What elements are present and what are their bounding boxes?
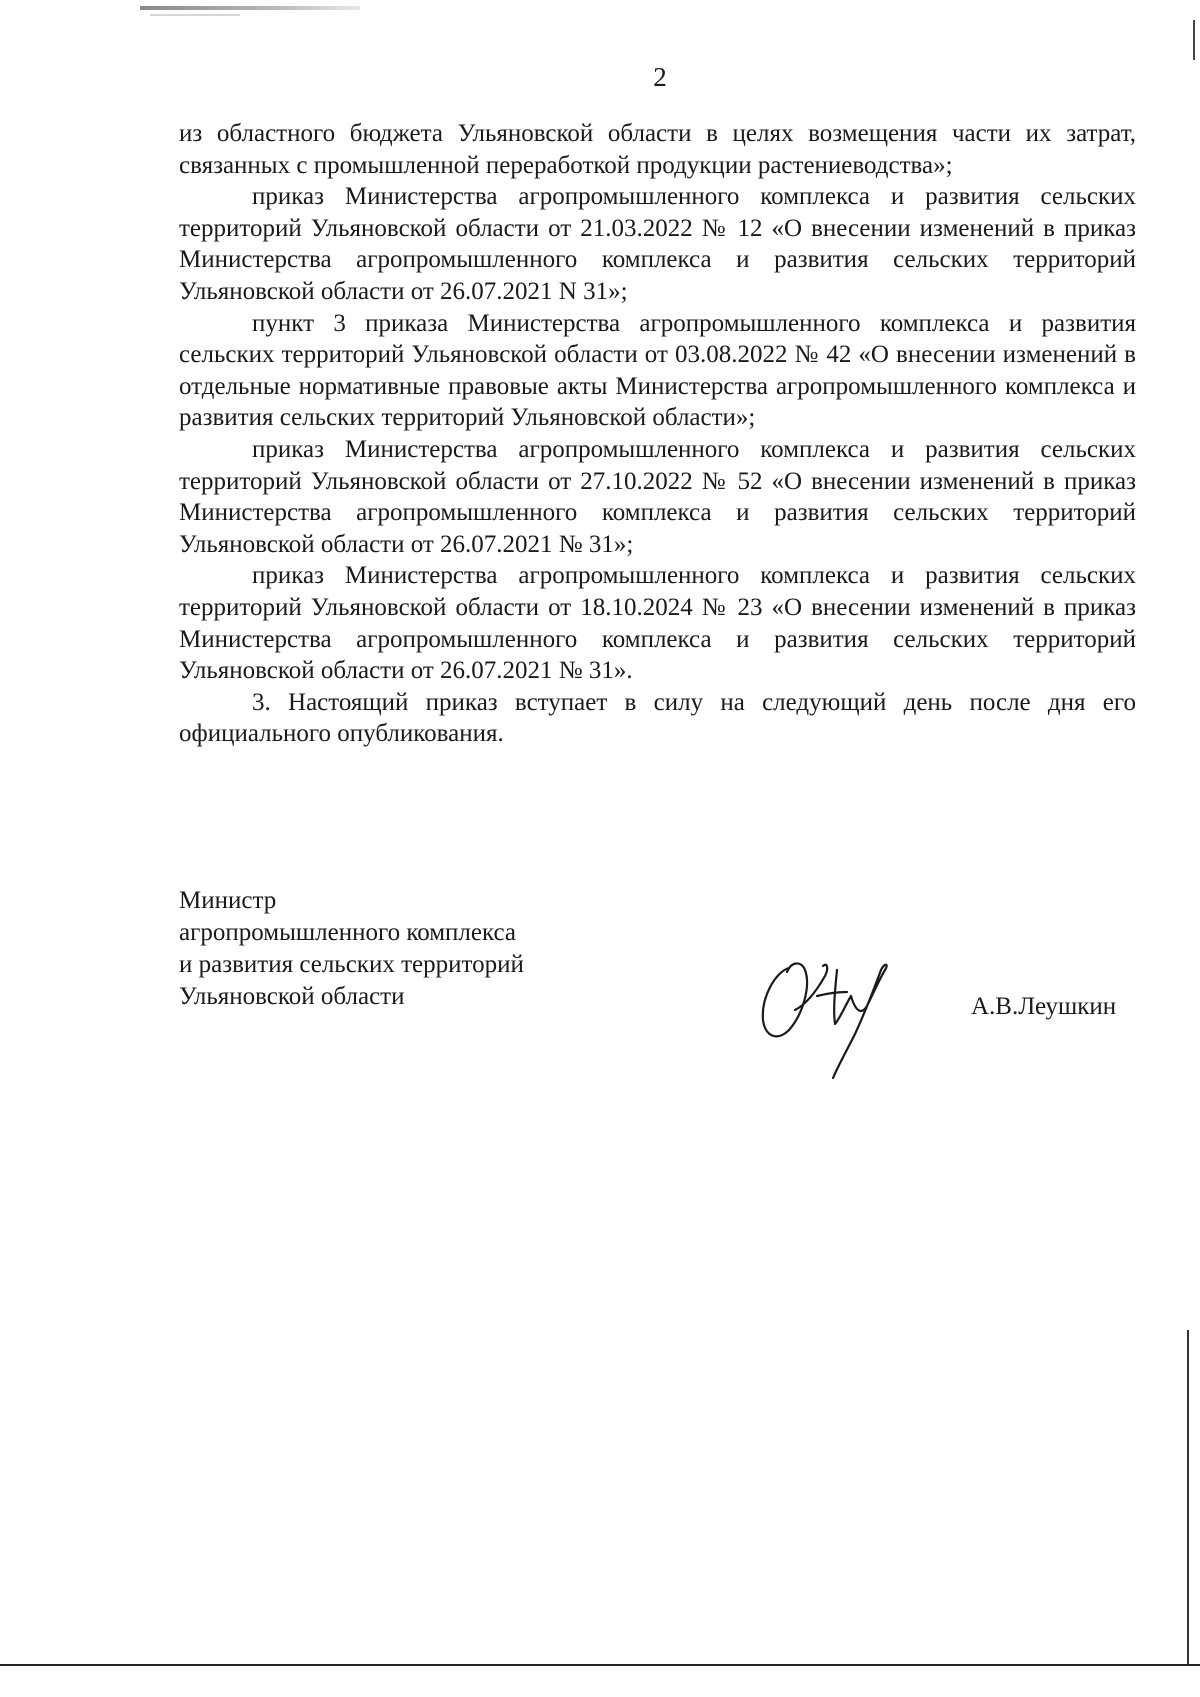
scan-edge-bottom: [0, 1664, 1200, 1666]
paragraph-order-2022-12: приказ Министерства агропромышленного комплекса и развития сельских территорий Ульяновской области от 21.03.2022 № 12 «О внесении изменений в приказ Министерства агропромышленного комплекса и развития сельских территорий Ульяновской области от 26.07.2021 N 31»;: [179, 183, 1136, 305]
document-body: [179, 118, 1136, 750]
position-line: и развития сельских территорий: [179, 951, 524, 978]
page-number: 2: [653, 62, 667, 92]
paragraph-effective-date: 3. Настоящий приказ вступает в силу на следующий день после дня его официального опубликования.: [179, 688, 1136, 748]
scan-artifact-top: [140, 6, 360, 10]
paragraph-order-2024-23: приказ Министерства агропромышленного комплекса и развития сельских территорий Ульяновской области от 18.10.2024 № 23 «О внесении изменений в приказ Министерства агропромышленного комплекса и развития сельских территорий Ульяновской области от 26.07.2021 № 31».: [179, 562, 1136, 685]
handwritten-signature: [755, 950, 925, 1085]
scan-edge-right-bottom: [1187, 1330, 1189, 1664]
paragraph-order-2022-52: приказ Министерства агропромышленного комплекса и развития сельских территорий Ульяновской области от 27.10.2022 № 52 «О внесении изменений в приказ Министерства агропромышленного комплекса и развития сельских территорий Ульяновской области от 26.07.2021 № 31»;: [179, 435, 1136, 558]
position-line: Ульяновской области: [179, 983, 405, 1010]
paragraph-order-2022-42: пункт 3 приказа Министерства агропромышленного комплекса и развития сельских территорий Ульяновской области от 03.08.2022 № 42 «О внесении изменений в отдельные нормативные правовые акты Министерства агропромышленного комплекса и развития сельских территорий Ульяновской области»;: [179, 309, 1136, 432]
paragraph-continuation: из областного бюджета Ульяновской области в целях возмещения части их затрат, связанных с промышленной переработкой продукции растениеводства»;: [179, 120, 1136, 179]
position-line: агропромышленного комплекса: [179, 919, 517, 946]
signer-name: А.В.Леушкин: [971, 993, 1117, 1020]
scan-edge-right-top: [1193, 20, 1195, 60]
scan-artifact-top-secondary: [150, 14, 240, 16]
signatory-position: [179, 885, 599, 1013]
position-line: Министр: [179, 887, 277, 914]
